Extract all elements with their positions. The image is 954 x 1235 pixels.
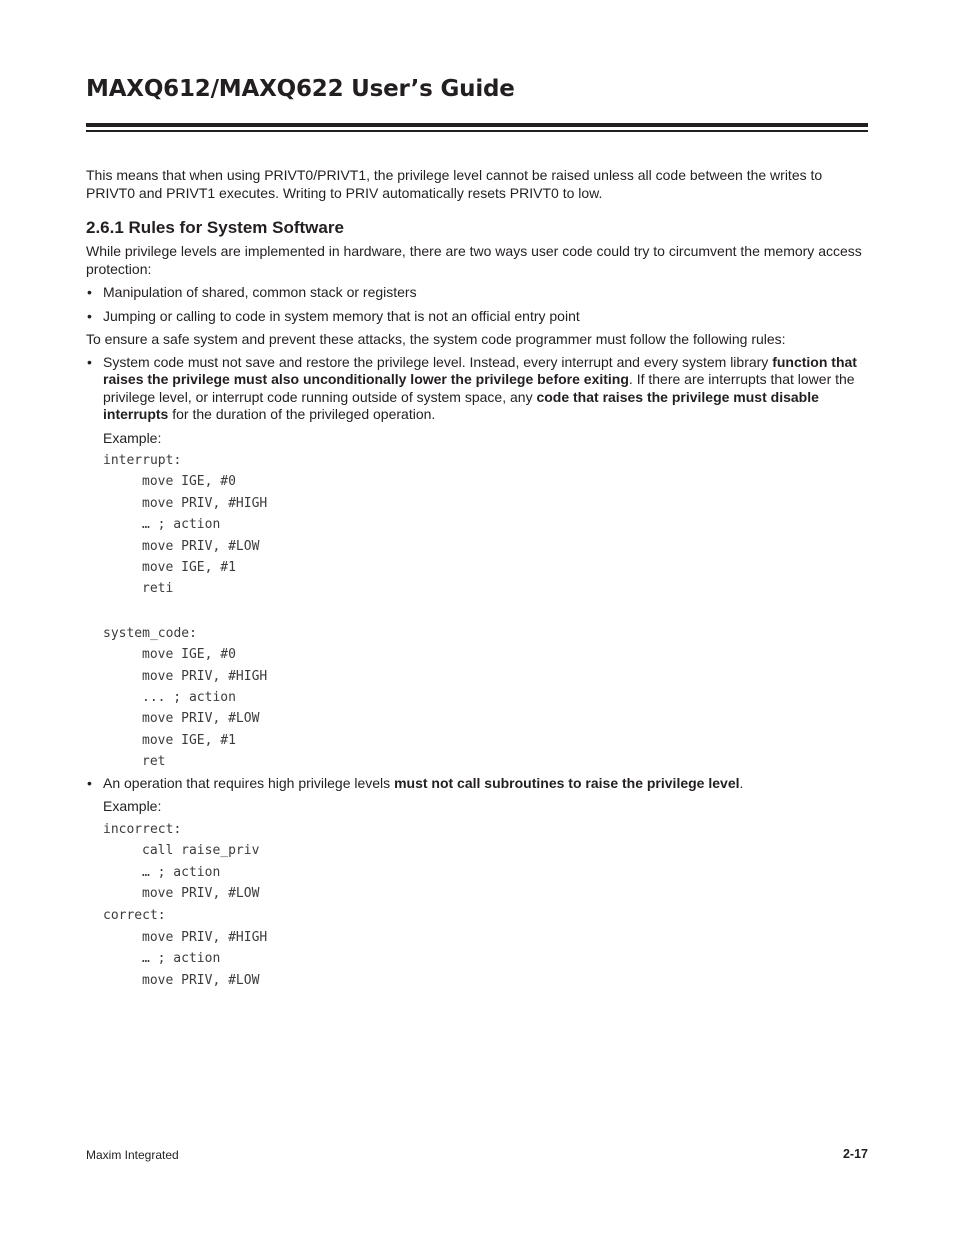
code-line: move PRIV, #HIGH — [142, 668, 268, 684]
document-page — [86, 0, 868, 1235]
code-line: move PRIV, #LOW — [142, 972, 260, 988]
code-line: … ; action — [142, 951, 221, 967]
code-label: interrupt: — [103, 453, 182, 468]
threat-item: • Jumping or calling to code in system memory that is not an official entry point — [86, 308, 868, 326]
rule-text: System code must not save and restore the privilege level. Instead, every interrupt and every system library — [103, 353, 773, 370]
code-line: move IGE, #0 — [142, 474, 236, 490]
code-blank-line — [103, 600, 868, 623]
code-line: reti — [142, 581, 174, 597]
code-line: move IGE, #0 — [142, 647, 236, 663]
code-line: move PRIV, #LOW — [142, 885, 260, 901]
section-lead-paragraph: While privilege levels are implemented in hardware, there are two ways user code could try to circumvent the memory access protection: — [86, 243, 862, 277]
code-line: ... ; action — [142, 690, 236, 706]
code-line: call raise_priv — [142, 843, 260, 859]
code-line: move PRIV, #HIGH — [142, 929, 268, 945]
document-title: MAXQ612/MAXQ622 User’s Guide — [86, 76, 515, 102]
code-line: move PRIV, #LOW — [142, 538, 260, 554]
rule-text: for the duration of the privileged operation. — [168, 406, 436, 422]
intro-paragraph: This means that when using PRIVT0/PRIVT1, the privilege level cannot be raised unless all code between the writes to PRIVT0 and PRIVT1 executes. Writing to PRIV automatically resets PRIVT0 to low. — [86, 167, 823, 201]
example-label: Example: — [103, 429, 162, 446]
code-line: move IGE, #1 — [142, 560, 236, 576]
code-line: move PRIV, #HIGH — [142, 495, 268, 511]
rule-text: An operation that requires high privilege levels — [103, 774, 395, 791]
code-line: move PRIV, #LOW — [142, 711, 260, 727]
code-line: … ; action — [142, 517, 221, 533]
code-line: move IGE, #1 — [142, 732, 236, 748]
rule-emphasis: function that raises the privilege must also unconditionally lower the privilege before exiting — [103, 353, 857, 387]
rule-text: . If there are interrupts that lower the privilege level, or interrupt code running outside of system space, any — [103, 371, 855, 405]
threat-item: • Manipulation of shared, common stack or registers — [86, 284, 868, 302]
code-line: … ; action — [142, 864, 221, 880]
header-rule-thin — [86, 130, 868, 132]
rule-list — [86, 354, 868, 424]
rules-intro-paragraph: To ensure a safe system and prevent these attacks, the system code programmer must follow the following rules: — [86, 331, 786, 347]
example-label: Example: — [103, 798, 162, 815]
rule-emphasis: must not call subroutines to raise the privilege level — [394, 774, 740, 791]
rule-item-save-restore — [86, 354, 868, 424]
rule-text: . — [739, 774, 744, 791]
code-example-interrupts — [86, 450, 868, 773]
header-rule-thick — [86, 123, 868, 127]
code-label: correct: — [103, 908, 166, 924]
section-heading: 2.6.1 Rules for System Software — [86, 218, 344, 237]
code-label: incorrect: — [103, 821, 182, 837]
main-content — [86, 167, 868, 991]
threat-list — [86, 284, 868, 325]
footer-page-number: 2-17 — [842, 1147, 868, 1161]
rule-list — [86, 775, 868, 793]
footer-publisher: Maxim Integrated — [86, 1148, 179, 1162]
rule-emphasis: code that raises the privilege must disable interrupts — [103, 388, 819, 422]
code-example-subroutines — [86, 819, 868, 991]
code-line: ret — [142, 754, 166, 770]
rule-item-subroutines — [86, 775, 868, 793]
code-label: system_code: — [103, 625, 197, 641]
